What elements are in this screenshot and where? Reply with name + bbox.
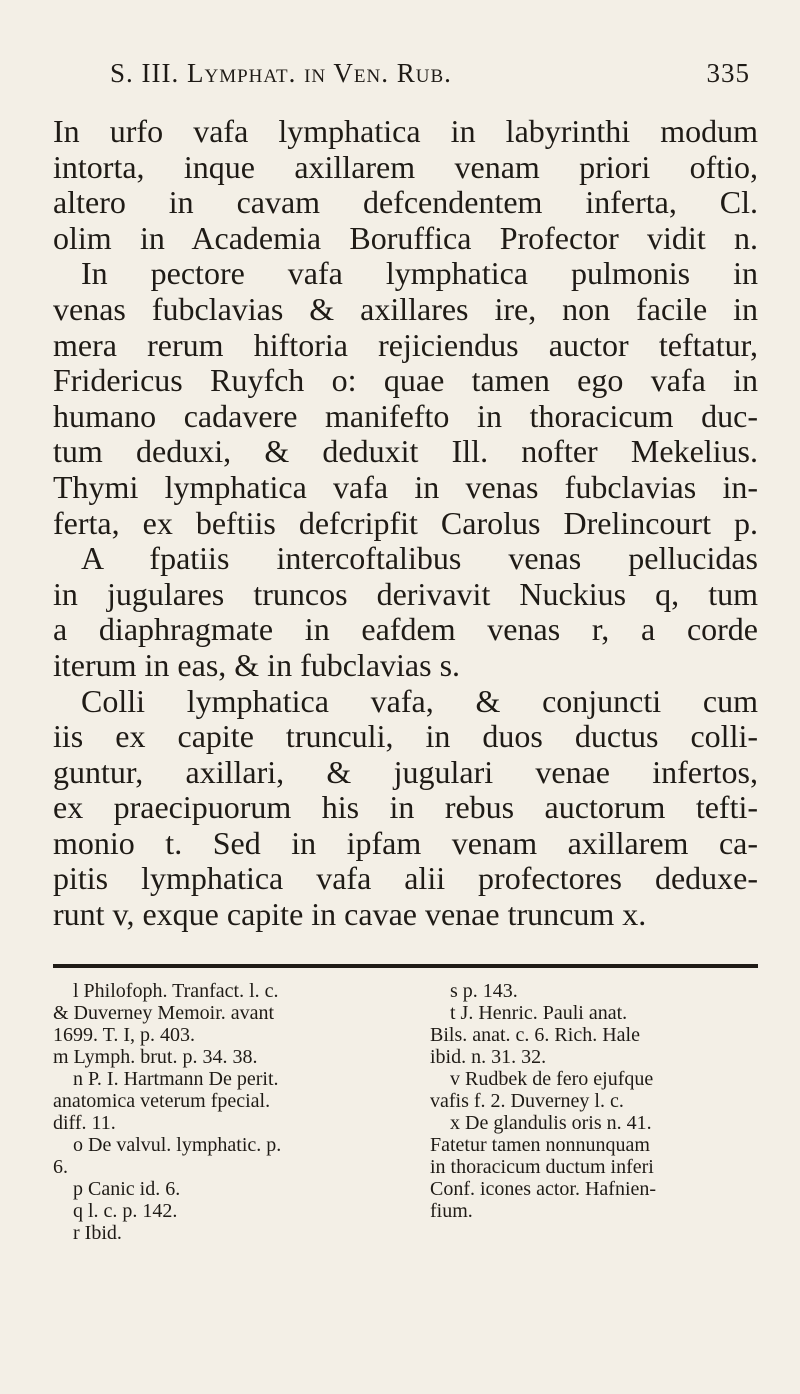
text-line: altero in cavam defcendentem inferta, Cl. [53,184,758,221]
running-title: S. III. Lymphat. in Ven. Rub. [110,58,452,88]
page-number: 335 [706,58,750,88]
footnote-line: x De glandulis oris n. 41. [450,1112,652,1134]
footnote-line: 6. [53,1156,68,1178]
text-line: intorta, inque axillarem venam priori oftio, [53,148,758,185]
text-line: ferta, ex beftiis defcripfit Carolus Drelincourt p. [53,504,758,541]
running-header [110,58,750,98]
footnote-line: ibid. n. 31. 32. [430,1046,547,1068]
footnote-line: 1699. T. I, p. 403. [53,1024,196,1046]
footnote-line: anatomica veterum fpecial. [53,1090,271,1112]
footnote-line: t J. Henric. Pauli anat. [450,1002,628,1024]
text-line: In urfo vafa lymphatica in labyrinthi modum [53,113,758,149]
footnote-line: & Duverney Memoir. avant [53,1002,275,1024]
text-line: iis ex capite trunculi, in duos ductus colli- [53,718,758,755]
text-line: humano cadavere manifefto in thoracicum duc- [53,397,758,434]
footnote-line: r Ibid. [73,1222,122,1244]
text-line: Colli lymphatica vafa, & conjuncti cum [81,682,758,719]
text-line: in jugulares truncos derivavit Nuckius q, tum [53,575,758,612]
text-line: iterum in eas, & in fubclavias s. [53,646,461,683]
text-line: mera rerum hiftoria rejiciendus auctor teftatur, [53,326,758,363]
footnote-line: diff. 11. [53,1112,116,1134]
text-line: tum deduxi, & deduxit Ill. nofter Mekelius. [53,433,758,470]
footnote-line: fium. [430,1200,473,1222]
footnote-line: s p. 143. [450,980,518,1002]
footnote-line: in thoracicum ductum inferi [430,1156,654,1178]
footnote-line: Conf. icones actor. Hafnien- [430,1178,657,1200]
text-line: pitis lymphatica vafa alii profectores deduxe- [53,860,758,897]
text-line: a diaphragmate in eafdem venas r, a corde [53,611,758,648]
footnote-line: p Canic id. 6. [73,1178,181,1200]
footnote-divider [53,964,758,968]
text-line: ex praecipuorum his in rebus auctorum tefti- [53,789,758,826]
text-line: runt v, exque capite in cavae venae truncum x. [53,896,647,933]
footnote-line: n P. I. Hartmann De perit. [73,1068,279,1090]
footnotes-left-column [53,980,403,1244]
text-line: Fridericus Ruyfch o: quae tamen ego vafa in [53,362,758,399]
text-line: Thymi lymphatica vafa in venas fubclavias in- [53,468,758,505]
footnotes-right-column [430,980,760,1222]
text-line: A fpatiis intercoftalibus venas pellucidas [81,540,758,577]
footnote-line: m Lymph. brut. p. 34. 38. [53,1046,258,1068]
footnote-line: o De valvul. lymphatic. p. [73,1134,282,1156]
text-line: guntur, axillari, & jugulari venae infertos, [53,753,758,790]
main-text [53,114,758,933]
footnote-line: vafis f. 2. Duverney l. c. [430,1090,624,1112]
footnote-line: Fatetur tamen nonnunquam [430,1134,650,1156]
text-line: olim in Academia Boruffica Profector vidit n. [53,219,758,256]
footnote-line: q l. c. p. 142. [73,1200,178,1222]
footnote-line: v Rudbek de fero ejufque [450,1068,654,1090]
footnote-line: Bils. anat. c. 6. Rich. Hale [430,1024,640,1046]
text-line: In pectore vafa lymphatica pulmonis in [81,255,758,292]
text-line: venas fubclavias & axillares ire, non facile in [53,290,758,327]
footnote-line: l Philofoph. Tranfact. l. c. [73,980,279,1002]
text-line: monio t. Sed in ipfam venam axillarem ca- [53,824,758,861]
